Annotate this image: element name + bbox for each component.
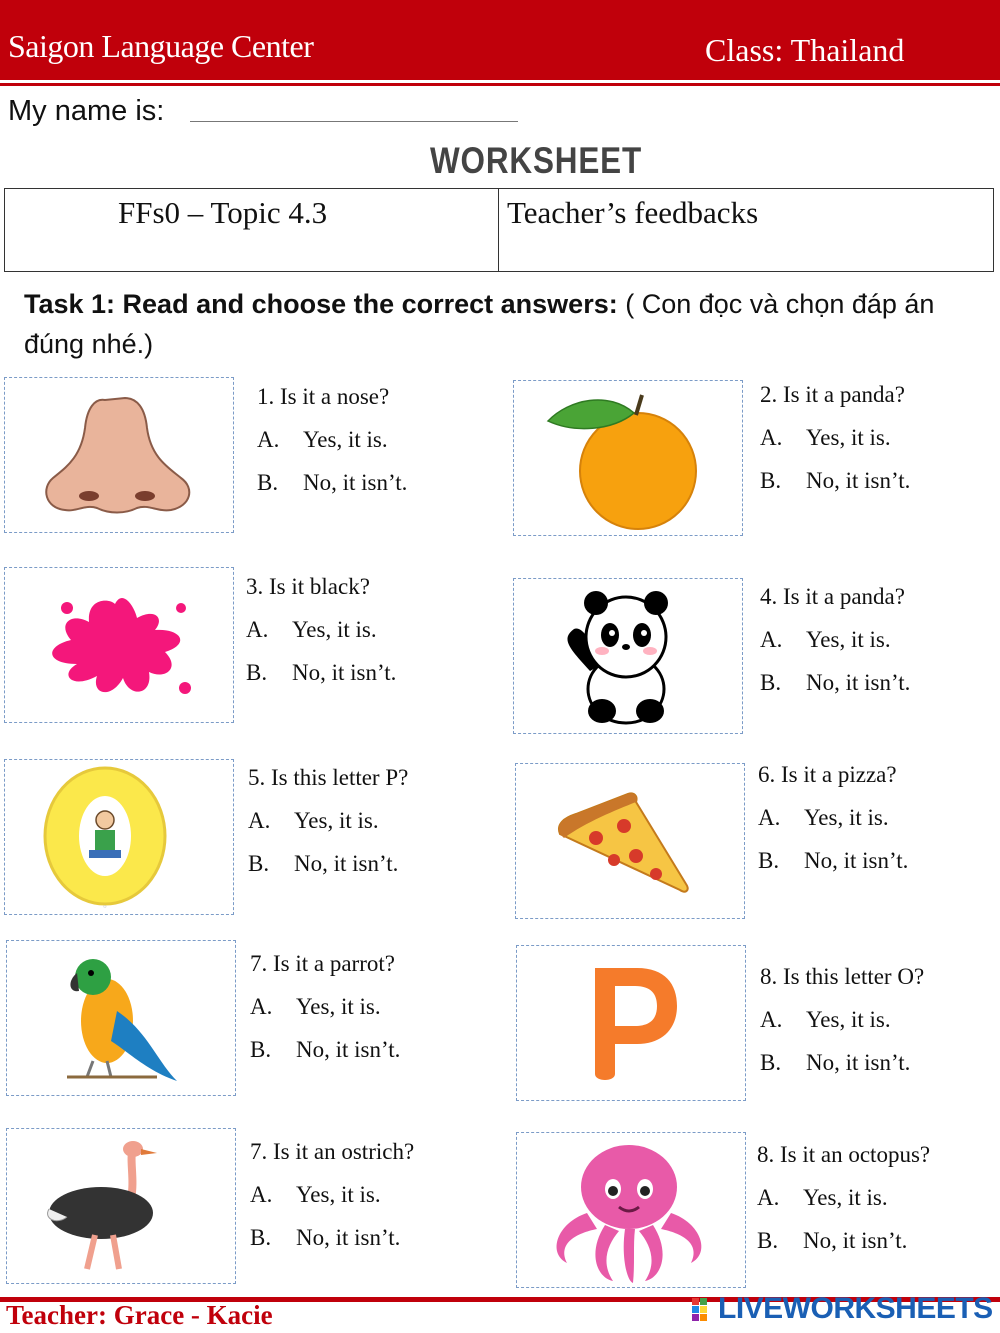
picture-box-3 [4, 567, 234, 723]
option-a-text: Yes, it is. [806, 1007, 891, 1032]
letter-p-icon [517, 946, 743, 1098]
question-2-text: 2. Is it a panda? [760, 382, 905, 407]
option-a-text: Yes, it is. [296, 1182, 381, 1207]
option-b-label: B. [760, 1050, 782, 1075]
ostrich-icon [7, 1129, 233, 1281]
option-b-label: B. [758, 848, 780, 873]
picture-box-5 [4, 759, 234, 915]
picture-box-8 [516, 945, 746, 1101]
picture-box-7 [6, 940, 236, 1096]
question-6-text: 6. Is it a pizza? [758, 762, 897, 787]
option-a-text: Yes, it is. [804, 805, 889, 830]
option-a-label: A. [760, 627, 783, 652]
pink-splash-icon [5, 568, 231, 720]
liveworksheets-brand[interactable]: LIVEWORKSHEETS [718, 1292, 993, 1325]
option-b[interactable] [760, 459, 910, 502]
option-a-label: A. [246, 617, 269, 642]
option-a[interactable] [257, 418, 407, 461]
question-4 [760, 575, 910, 704]
question-1-text: 1. Is it a nose? [257, 384, 390, 409]
option-b-text: No, it isn’t. [292, 660, 397, 685]
picture-box-1 [4, 377, 234, 533]
option-b-label: B. [760, 670, 782, 695]
option-a-label: A. [248, 808, 271, 833]
question-7-text: 7. Is it a parrot? [250, 951, 395, 976]
question-5-text: 5. Is this letter P? [248, 765, 409, 790]
option-b-text: No, it isn’t. [294, 851, 399, 876]
question-3-text: 3. Is it black? [246, 574, 370, 599]
option-b-label: B. [757, 1228, 779, 1253]
option-b-text: No, it isn’t. [806, 1050, 911, 1075]
option-a-label: A. [257, 427, 280, 452]
option-b[interactable] [757, 1219, 930, 1262]
picture-box-2 [513, 380, 743, 536]
option-b-text: No, it isn’t. [296, 1225, 401, 1250]
option-b[interactable] [760, 1041, 924, 1084]
letter-o-text: O [103, 904, 107, 909]
option-a[interactable] [757, 1176, 930, 1219]
option-a-label: A. [250, 1182, 273, 1207]
class-name: Class: Thailand [705, 32, 905, 68]
option-a-text: Yes, it is. [806, 627, 891, 652]
octopus-icon [517, 1133, 743, 1285]
header-rule [0, 83, 1000, 86]
option-b[interactable] [760, 661, 910, 704]
option-a-text: Yes, it is. [303, 427, 388, 452]
option-a[interactable] [250, 985, 400, 1028]
option-a[interactable] [248, 799, 408, 842]
question-10-text: 8. Is it an octopus? [757, 1142, 931, 1167]
task-title: Task 1: Read and choose the correct answers: [24, 289, 618, 319]
task-instruction [24, 284, 984, 364]
option-b[interactable] [248, 842, 408, 885]
option-b-text: No, it isn’t. [296, 1037, 401, 1062]
question-7 [250, 942, 400, 1071]
picture-box-4 [513, 578, 743, 734]
option-b-text: No, it isn’t. [806, 670, 911, 695]
parrot-icon [7, 941, 233, 1093]
letter-p-text: P [625, 1092, 629, 1097]
option-b-label: B. [257, 470, 279, 495]
option-b-text: No, it isn’t. [804, 848, 909, 873]
picture-box-10 [516, 1132, 746, 1288]
question-3 [246, 565, 396, 694]
letter-o-icon [5, 760, 231, 912]
option-b-label: B. [250, 1225, 272, 1250]
topic-cell: FFs0 – Topic 4.3 [118, 195, 328, 230]
panda-icon [514, 579, 740, 731]
option-a-label: A. [757, 1185, 780, 1210]
option-a-text: Yes, it is. [296, 994, 381, 1019]
option-b[interactable] [250, 1028, 400, 1071]
option-b[interactable] [758, 839, 908, 882]
option-a-label: A. [250, 994, 273, 1019]
option-a[interactable] [758, 796, 908, 839]
name-label: My name is: [8, 95, 165, 127]
picture-box-9 [6, 1128, 236, 1284]
option-a-text: Yes, it is. [806, 425, 891, 450]
option-b-text: No, it isn’t. [806, 468, 911, 493]
question-1 [257, 375, 407, 504]
question-8 [760, 955, 924, 1084]
task-translation: ( Con đọc và chọn đáp án đúng nhé.) [24, 289, 935, 359]
question-6 [758, 753, 908, 882]
option-a-text: Yes, it is. [292, 617, 377, 642]
option-a[interactable] [246, 608, 396, 651]
option-b[interactable] [257, 461, 407, 504]
liveworksheets-logo-icon [692, 1298, 716, 1326]
worksheet-title: WORKSHEET [430, 140, 643, 181]
option-a-label: A. [758, 805, 781, 830]
option-a-text: Yes, it is. [294, 808, 379, 833]
name-input-line[interactable] [190, 121, 518, 122]
option-a-label: A. [760, 425, 783, 450]
option-b-text: No, it isn’t. [803, 1228, 908, 1253]
option-a-text: Yes, it is. [803, 1185, 888, 1210]
question-5 [248, 756, 408, 885]
question-10 [757, 1133, 930, 1262]
picture-box-6 [515, 763, 745, 919]
nose-icon [5, 378, 231, 530]
option-b-label: B. [248, 851, 270, 876]
info-table-divider [498, 188, 499, 272]
teacher-name: Teacher: Grace - Kacie [6, 1300, 273, 1330]
option-b-text: No, it isn’t. [303, 470, 408, 495]
option-b[interactable] [250, 1216, 414, 1259]
option-b[interactable] [246, 651, 396, 694]
question-2 [760, 373, 910, 502]
question-9-text: 7. Is it an ostrich? [250, 1139, 415, 1164]
question-4-text: 4. Is it a panda? [760, 584, 905, 609]
question-8-text: 8. Is this letter O? [760, 964, 925, 989]
option-a[interactable] [760, 618, 910, 661]
option-b-label: B. [250, 1037, 272, 1062]
option-a-label: A. [760, 1007, 783, 1032]
option-b-label: B. [246, 660, 268, 685]
option-b-label: B. [760, 468, 782, 493]
option-a[interactable] [250, 1173, 414, 1216]
feedback-cell: Teacher’s feedbacks [507, 195, 759, 230]
pizza-icon [516, 764, 742, 916]
orange-icon [514, 381, 740, 533]
option-a[interactable] [760, 998, 924, 1041]
school-name: Saigon Language Center [8, 28, 314, 64]
question-9 [250, 1130, 414, 1259]
option-a[interactable] [760, 416, 910, 459]
